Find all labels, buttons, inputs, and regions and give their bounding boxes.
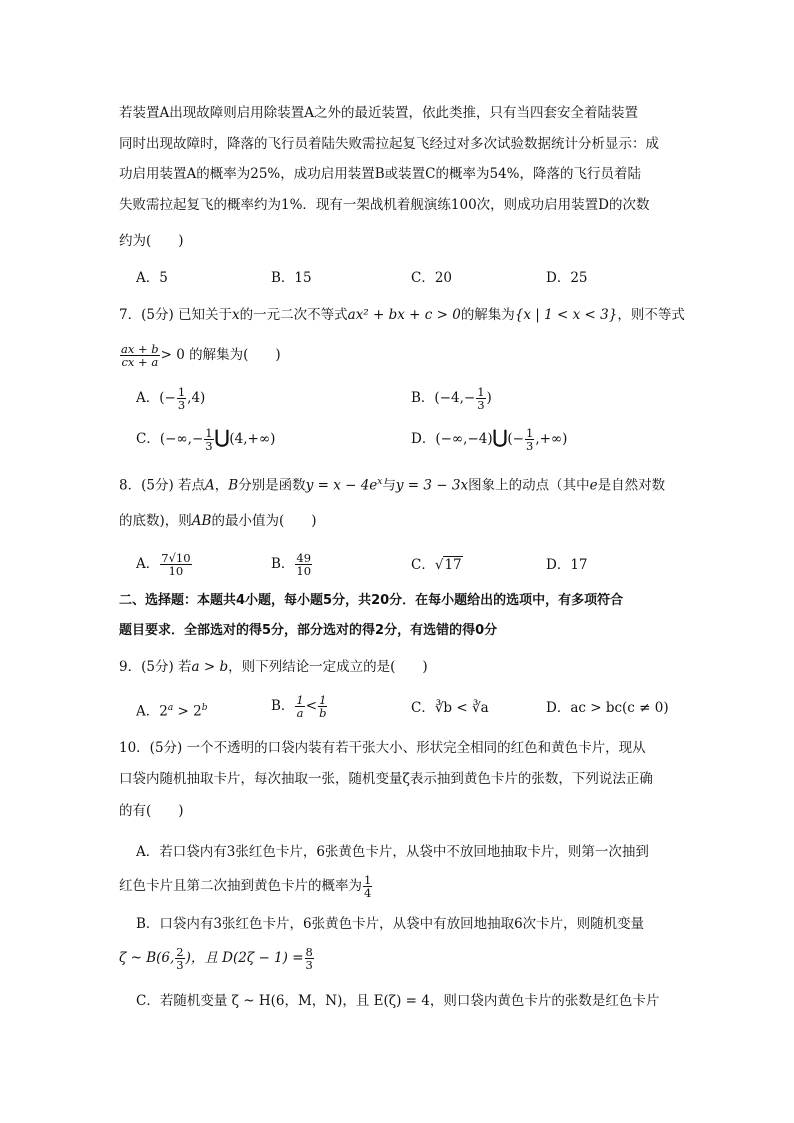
q7-stem: 7．(5分) 已知关于x的一元二次不等式ax² + bx + c > 0的解集为{x | 1 < x < 3}，则不等式 (119, 307, 685, 323)
q6-option-c[interactable]: C．20 (411, 270, 453, 286)
q6-line-2: 同时出现故障时，降落的飞行员着陆失败需拉起复飞经过对多次试验数据统计分析显示：成 (119, 136, 659, 152)
q10-line-3: 的有( ) (119, 803, 184, 819)
q8-stem-line-1: 8．(5分) 若点A，B分别是函数$y = x - 4e^x$与y = 3 − 3x图象上的动点（其中e是自然对数 (119, 477, 666, 494)
q6-option-d[interactable]: D．25 (546, 270, 588, 286)
q7-option-c[interactable]: C．(−∞,− $\frac{1}{3}$ ⋃(4,+∞) (136, 426, 276, 453)
fraction: $\frac{ax + b}{cx + a}$ (121, 342, 159, 369)
q6-option-b[interactable]: B．15 (271, 270, 312, 286)
q10-option-a-line-1[interactable]: A．若口袋内有3张红色卡片，6张黄色卡片，从袋中不放回地抽取卡片，则第一次抽到 (136, 844, 649, 860)
q8-option-b[interactable]: B． $\frac{49}{10}$ (271, 551, 312, 578)
q10-option-b-line-2: ζ ~ B(6, $\frac{2}{3}$ )，且 D(2ζ − 1) = $\frac{8}{3}$ (119, 945, 313, 972)
q9-option-a[interactable]: A．$2^a > 2^b$ (136, 703, 208, 720)
q8-option-c[interactable]: C．√17 (411, 557, 462, 573)
q9-option-d[interactable]: D．ac > bc(c ≠ 0) (546, 700, 669, 716)
q6-line-3: 功启用装置A的概率为25%，成功启用装置B或装置C的概率为54%，降落的飞行员着陆 (119, 166, 642, 182)
q6-line-4: 失败需拉起复飞的概率约为1%．现有一架战机着舰演练100次，则成功启用装置D的次数 (119, 197, 650, 213)
q7-option-a[interactable]: A．(− $\frac{1}{3}$ ,4) (136, 385, 206, 412)
q7-option-b[interactable]: B．(−4,− $\frac{1}{3}$ ) (411, 385, 492, 412)
q10-option-a-line-2: 红色卡片且第二次抽到黄色卡片的概率为 $\frac{1}{4}$ (119, 873, 372, 900)
q6-option-a[interactable]: A．5 (136, 270, 168, 286)
q8-option-a[interactable]: A． $\frac{7√10}{10}$ (136, 551, 191, 578)
q10-line-2: 口袋内随机抽取卡片，每次抽取一张，随机变量ζ表示抽到黄色卡片的张数，下列说法正确 (119, 771, 653, 787)
q10-option-c-line-1[interactable]: C．若随机变量 ζ ~ H(6，M，N)，且 E(ζ) = 4，则口袋内黄色卡片的张数是红色卡片 (136, 993, 660, 1009)
q8-option-d[interactable]: D．17 (546, 557, 588, 573)
section-2-heading-line-2: 题目要求．全部选对的得5分，部分选对的得2分，有选错的得0分 (119, 623, 498, 638)
q9-stem: 9．(5分) 若a > b，则下列结论一定成立的是( ) (119, 659, 428, 675)
q7-stem-fraction: $\frac{ax + b}{cx + a}$ > 0 的解集为( ) (121, 342, 281, 369)
q9-option-b[interactable]: B． $\frac{1}{a}$ < $\frac{1}{b}$ (271, 693, 327, 720)
q6-line-5: 约为( ) (119, 233, 184, 249)
q7-option-d[interactable]: D．(−∞,−4)⋃(− $\frac{1}{3}$ ,+∞) (411, 426, 568, 453)
q9-option-c[interactable]: C．∛b < ∛a (411, 700, 489, 716)
section-2-heading-line-1: 二、选择题：本题共4小题，每小题5分，共20分．在每小题给出的选项中，有多项符合 (119, 593, 624, 608)
q10-line-1: 10．(5分) 一个不透明的口袋内装有若干张大小、形状完全相同的红色和黄色卡片，现从 (119, 740, 646, 756)
q10-option-b-line-1[interactable]: B．口袋内有3张红色卡片，6张黄色卡片，从袋中有放回地抽取6次卡片，则随机变量 (136, 916, 645, 932)
q8-stem-line-2: 的底数)，则AB的最小值为( ) (119, 513, 317, 529)
q6-line-1: 若装置A出现故障则启用除装置A之外的最近装置，依此类推，只有当四套安全着陆装置 (119, 105, 638, 121)
